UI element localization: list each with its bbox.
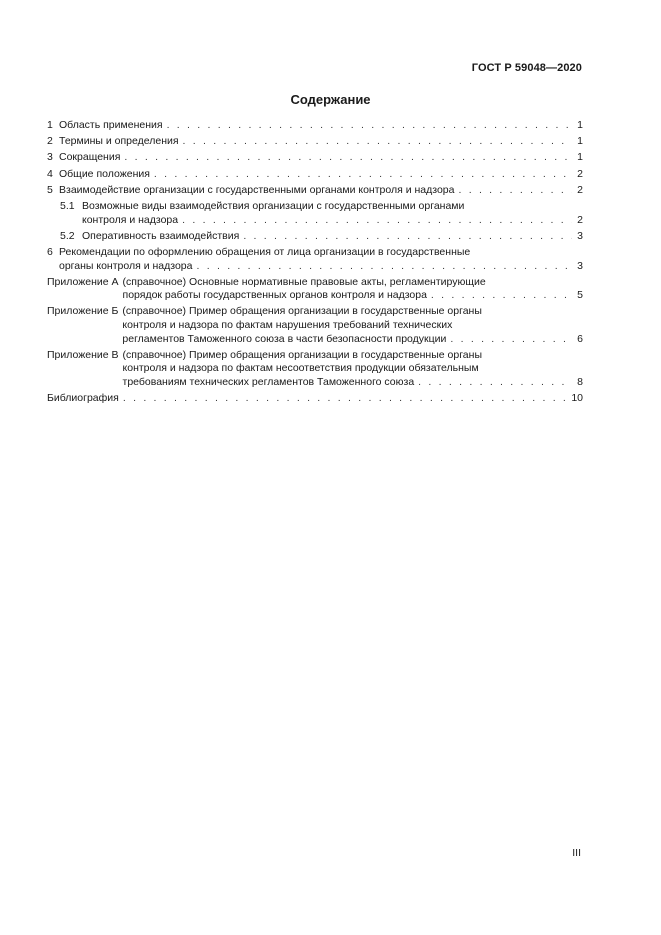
toc-entry-text: требованиям технических регламентов Таможенного союза: [122, 376, 415, 389]
toc-entry-text: контроля и надзора по фактам нарушения требований технических: [122, 319, 453, 332]
dot-leader: [450, 333, 572, 347]
toc-entry-text: Возможные виды взаимодействия организации с государственными органами: [82, 199, 465, 212]
table-of-contents: [47, 119, 583, 408]
toc-entry-5-1[interactable]: [47, 200, 583, 227]
toc-entry-page: 6: [577, 332, 583, 345]
toc-entry-text: Область применения: [59, 119, 163, 131]
dot-leader: [123, 392, 568, 406]
dot-leader: [167, 119, 572, 133]
toc-entry-number: 5.1: [60, 199, 75, 212]
toc-entry-number: 4: [47, 167, 53, 180]
toc-entry-page: 1: [577, 151, 583, 164]
dot-leader: [196, 260, 572, 274]
toc-entry-page: 2: [577, 213, 583, 226]
toc-entry-3[interactable]: [47, 151, 583, 165]
standard-code: ГОСТ Р 59048—2020: [471, 62, 582, 74]
dot-leader: [243, 230, 572, 244]
toc-entry-page: 3: [577, 259, 583, 272]
toc-entry-number: 6: [47, 245, 53, 258]
toc-entry-text: Сокращения: [59, 151, 121, 164]
toc-entry-2[interactable]: [47, 135, 583, 149]
toc-entry-text: Термины и определения: [59, 135, 179, 148]
toc-entry-5-2[interactable]: [47, 230, 583, 244]
toc-entry-1[interactable]: [47, 119, 583, 133]
toc-entry-text: регламентов Таможенного союза в части безопасности продукции: [122, 332, 447, 345]
dot-leader: [418, 376, 572, 390]
toc-entry-text: органы контроля и надзора: [59, 259, 193, 272]
toc-entry-text: контроля и надзора: [82, 213, 179, 226]
dot-leader: [458, 184, 572, 198]
toc-entry-text: (справочное) Пример обращения организации в государственные органы: [122, 348, 482, 361]
toc-entry-number: Приложение Б: [47, 305, 119, 318]
toc-entry-page: 1: [577, 135, 583, 148]
toc-entry-text: (справочное) Пример обращения организации в государственные органы: [122, 305, 482, 318]
toc-entry-text: порядок работы государственных органов контроля и надзора: [122, 289, 427, 302]
toc-entry-text: (справочное) Основные нормативные правовые акты, регламентирующие: [122, 275, 486, 288]
toc-entry-page: 1: [577, 119, 583, 131]
toc-entry-appendix-b[interactable]: [47, 305, 583, 346]
toc-entry-number: 5.2: [60, 229, 75, 242]
dot-leader: [124, 151, 572, 165]
toc-entry-page: 10: [571, 392, 583, 405]
toc-entry-bibliography[interactable]: [47, 392, 583, 406]
toc-entry-text: Рекомендации по оформлению обращения от лица организации в государственные: [59, 245, 471, 258]
toc-entry-text: контроля и надзора по фактам несоответствия продукции обязательным: [122, 362, 479, 375]
toc-entry-page: 2: [577, 183, 583, 196]
dot-leader: [431, 289, 572, 303]
toc-entry-text: Общие положения: [59, 167, 150, 180]
toc-entry-number: Приложение А: [47, 275, 119, 288]
toc-entry-appendix-v[interactable]: [47, 349, 583, 390]
dot-leader: [182, 214, 572, 228]
toc-entry-number: 1: [47, 119, 53, 131]
toc-entry-6[interactable]: [47, 246, 583, 273]
toc-entry-page: 3: [577, 229, 583, 242]
toc-entry-number: Приложение В: [47, 348, 119, 361]
toc-entry-5[interactable]: [47, 184, 583, 198]
toc-entry-text: Оперативность взаимодействия: [82, 229, 240, 242]
dot-leader: [154, 168, 572, 182]
toc-entry-page: 2: [577, 167, 583, 180]
toc-entry-text: Взаимодействие организации с государственными органами контроля и надзора: [59, 183, 455, 196]
toc-entry-page: 5: [577, 289, 583, 302]
toc-entry-appendix-a[interactable]: [47, 276, 583, 303]
toc-entry-text: Библиография: [47, 392, 119, 405]
dot-leader: [183, 135, 572, 149]
toc-entry-number: 2: [47, 135, 53, 148]
toc-title: Содержание: [290, 92, 371, 107]
toc-entry-number: 5: [47, 183, 53, 196]
toc-entry-page: 8: [577, 376, 583, 389]
toc-entry-number: 3: [47, 151, 53, 164]
toc-entry-4[interactable]: [47, 168, 583, 182]
page-number: III: [572, 847, 581, 859]
